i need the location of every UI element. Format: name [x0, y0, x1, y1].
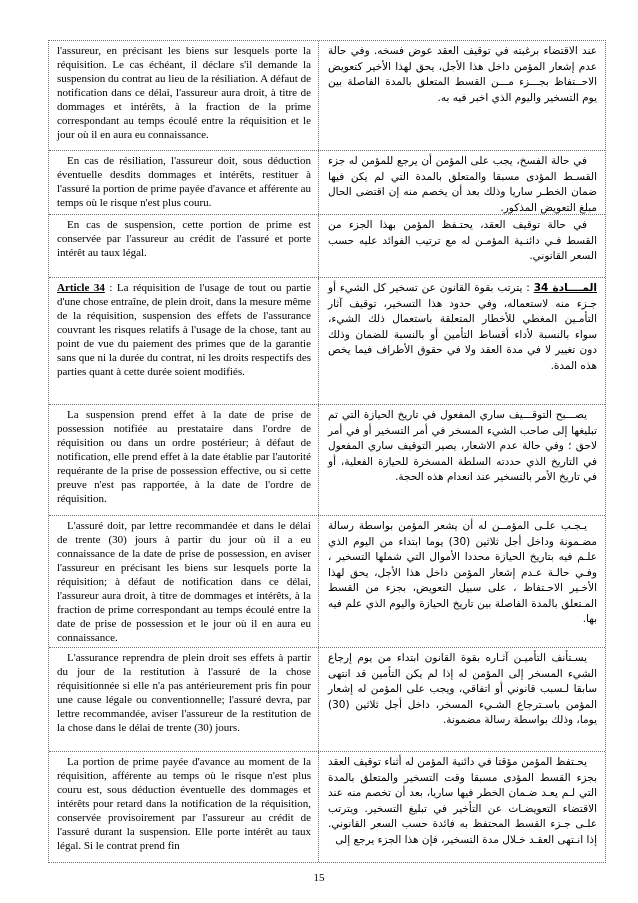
french-text: La suspension prend effet à la date de prise de possession notifiée au prestataire dans l'ordre de réquisition ou dans un ordre postérieur; à défaut de notification, elle prend effet à la date établie par l'autorité requérante de la prise de possession effective, ou si cette preuve n'est pas rapportée, à la date de l'ordre de réquisition. — [57, 409, 311, 505]
french-text: En cas de résiliation, l'assureur doit, sous déduction éventuelle desdits dommages et intérêts, restituer à l'assuré la portion de prime payée d'avance et afférente au temps où le risque n'est plus couru. — [57, 155, 311, 209]
table-row — [49, 752, 605, 862]
arabic-cell — [319, 405, 605, 515]
arabic-paragraph — [328, 281, 597, 374]
arabic-text: يسـتأنف التأميـن آثـاره بقوة القانون ابتداء من يوم إرجاع الشيء المسخر إلى المؤمن له إذا لم يكن التأمين قد انتهى سابقا لـسبب قانوني أو اتفاقي، ويجب على المؤمن له إشعار المؤمن باسـترجاع الشـيء المسخر، داخل أجل ثلاثين (30) يوما، وذلك بواسطة رسالة مضمونة. — [328, 652, 597, 726]
arabic-text: : يترتب بقوة القانون عن تسخير كل الشيء أو جـزء منه لاستعماله، وفي حدود هذا التسخير، توقيف آثار التأمـين المغطي للأخطار المتعلقة باستعمال ذلك الشيء، سواء بالنسبة لأداء أقساط التأمين أو بالنسبة للضمان وذلك دون تغيير لا في مدة العقد ولا في حقوق الأطراف فيما يخص هذه المدة. — [328, 282, 597, 372]
arabic-cell — [319, 215, 605, 277]
french-text: l'assureur, en précisant les biens sur lesquels porte la réquisition. Le cas échéant, il déclare s'il demande la suspension du contrat au lieu de la résiliation. A défaut de notification dans ce délai, l'assureur aura droit, à titre de dommages et intérêts, à la fraction de la prime correspondant au temps écoulé entre la réquisition et le jour où il en aura eu connaissance. — [57, 45, 311, 141]
table-row — [49, 41, 605, 151]
french-cell — [49, 405, 319, 515]
page-number: 15 — [313, 872, 325, 884]
table-row — [49, 215, 605, 278]
french-cell — [49, 752, 319, 862]
table-row — [49, 648, 605, 752]
french-text: En cas de suspension, cette portion de prime est conservée par l'assureur au crédit de l'assuré et porte intérêt au taux légal. — [57, 219, 311, 259]
table-row — [49, 405, 605, 516]
table-row — [49, 516, 605, 648]
arabic-text: يحـتفظ المؤمن مؤقتا في دائنية المؤمن له أثناء توقيف العقد بجزء القسط المؤدى مسبقا وقت التسخير والمتعلق بالمدة التي لـم يعـد ضـمان الخطر فيها ساريا، بعد أن تخصم منه عند الاقتضاء التعويضـات عن التأخير في تبليغ التسخير. ويترتب علـى جـزء القسط المحتفظ به فائدة حسب السعر القانوني. إذا انـتهى العقـد خـلال مدة التسخير، فإن هذا الجزء يرجع إلى — [328, 756, 597, 846]
table-row — [49, 278, 605, 405]
arabic-text: عند الاقتضاء برغبته في توقيف العقد عوض فسخه. وفي حالة عدم إشعار المؤمن داخل هذا الأجل، يحق لهذا الأخير كتعويض الاحــتفاظ بجـــزء مـــن القسط المتعلق بالمدة الفاصلة بين يوم التسخير واليوم الذي اخبر فيه به. — [328, 45, 597, 104]
french-cell — [49, 215, 319, 277]
french-cell — [49, 516, 319, 647]
article-heading-fr: Article 34 — [57, 282, 105, 294]
french-cell — [49, 151, 319, 214]
arabic-cell — [319, 752, 605, 862]
french-cell — [49, 278, 319, 404]
french-cell — [49, 648, 319, 751]
french-text: La portion de prime payée d'avance au moment de la réquisition, afférente au temps où le risque n'est plus couru est, sous déduction éventuelle des dommages et intérêts pour retard dans la notification de la réquisition, conservée provisoirement par l'assureur au crédit de l'assuré durant la suspension. Elle porte intérêt au taux légal. Si le contrat prend fin — [57, 756, 311, 852]
arabic-text: يصـــبح التوقـــيف ساري المفعول في تاريخ الحيازة التي تم تبليغها إلى صاحب الشيء المسخر في أمر التسخير أو في أمر لاحق ؛ وفي حالة عدم الاشعار، يصير التوقيف ساري المفعول في التاريخ الذي حددته السلطة المسخرة للحيازة الفعلية، أو في تاريخ الأمر بالتسخير عند انعدام هذه الحجة. — [328, 409, 597, 483]
french-paragraph — [57, 281, 311, 379]
french-text: L'assuré doit, par lettre recommandée et dans le délai de trente (30) jours à partir du jour où il a eu connaissance de la date de prise de possession, en aviser l'assureur en précisant les biens sur lesquels porte la réquisition; à défaut de notification dans ce délai, l'assureur aura droit, à titre de dommages et intérêts, à la fraction de prime correspondant au temps écoulé entre la date de prise de possession et le jour où il en aura eu connaissance. — [57, 520, 311, 644]
arabic-cell — [319, 278, 605, 404]
french-text: : La réquisition de l'usage de tout ou partie d'une chose entraîne, de plein droit, dans la mesure même de la réquisition, suspension des effets de l'assurance couvrant les risques relatifs à l'usage de la chose, tant au point de vue du paiement des primes que de la garantie sans que ni la durée du contrat, ni les droits respectifs des parties quant à cette durée soient modifiés. — [57, 282, 311, 378]
article-heading-ar: المــــادة 34 — [533, 282, 597, 294]
arabic-cell — [319, 41, 605, 150]
arabic-text: في حالة توقيف العقد، يحتـفظ المؤمن بهذا الجزء من القسط فـي دائنـية المؤمـن له مع ترتيب الفوائد عليه حسب السعر القانوني. — [328, 219, 597, 262]
arabic-text: يـجـب علـى المؤمــن له أن يشعر المؤمن بواسطة رسالة مضـمونة وداخل أجل ثلاثين (30) يوما ابتداء من اليوم الذي علـم فيه بتاريخ الحيازة محددا الأموال التي شملها التسخير ، وفـي حالـة عـدم إشعار المؤمن داخل هذا الأجل، يحق لهذا الأخـير الاحـتفاظ ، على سبيل التعويض، بجزء من القسط المـتعلق بالمدة الفاصلة بين تاريخ الحيازة واليوم الذي علم فيه بها. — [328, 520, 597, 625]
arabic-text: في حالة الفسخ، يجب على المؤمن أن يرجع للمؤمن له جزء القسـط المؤدى مسبقا والمتعلق بالمدة التي لم يكن فيها ضمان الخطـر ساريا وذلك بعد أن يخصم منه إن اقتضى الحال مبلغ التعويض المذكور. — [328, 155, 597, 214]
french-cell — [49, 41, 319, 150]
arabic-cell — [319, 516, 605, 647]
french-text: L'assurance reprendra de plein droit ses effets à partir du jour de la restitution à l'assuré de la chose réquisitionnée si elle n'a pas antérieurement pris fin pour une cause légale ou conventionnelle; l'assuré devra, par lettre recommandée, aviser l'assureur de la restitution de la chose dans le délai de trente (30) jours. — [57, 652, 311, 734]
arabic-cell — [319, 648, 605, 751]
bilingual-table — [48, 40, 606, 863]
arabic-cell — [319, 151, 605, 214]
table-row — [49, 151, 605, 215]
